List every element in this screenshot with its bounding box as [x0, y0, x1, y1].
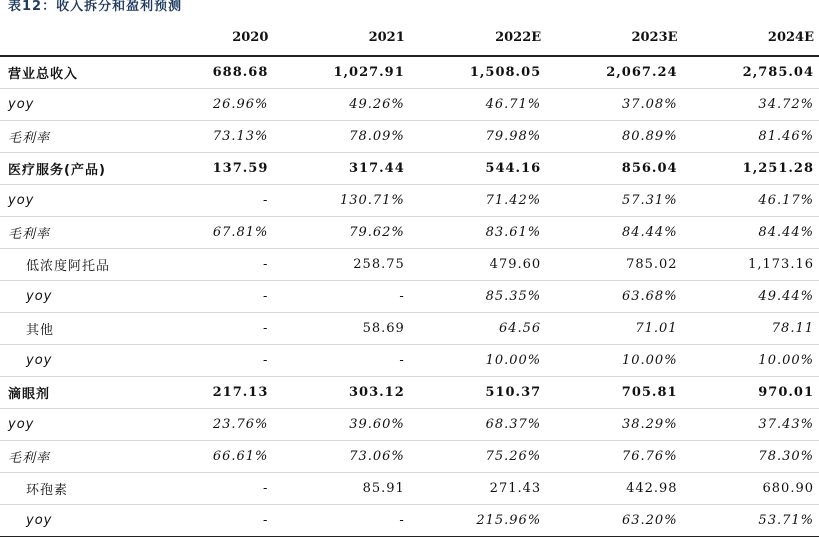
table-cell: 544.16 — [410, 153, 546, 185]
row-label: 环孢素 — [0, 473, 137, 505]
table-cell: 71.42% — [410, 185, 546, 217]
table-cell: 73.06% — [273, 441, 409, 473]
table-row — [0, 345, 819, 377]
row-label: yoy — [0, 185, 137, 217]
table-cell: 10.00% — [410, 345, 546, 377]
table-cell: 79.98% — [410, 121, 546, 153]
table-cell: 49.44% — [683, 281, 819, 313]
table-header-row — [0, 20, 819, 56]
table-row — [0, 409, 819, 441]
table-cell: 1,027.91 — [273, 56, 409, 89]
table-cell: 303.12 — [273, 377, 409, 409]
table-cell: 510.37 — [410, 377, 546, 409]
table-cell: 57.31% — [546, 185, 682, 217]
table-row — [0, 121, 819, 153]
table-row — [0, 56, 819, 89]
table-cell: - — [137, 505, 273, 537]
table-cell: 10.00% — [546, 345, 682, 377]
table-cell: 705.81 — [546, 377, 682, 409]
table-cell: 137.59 — [137, 153, 273, 185]
table-body — [0, 56, 819, 537]
table-cell: 85.91 — [273, 473, 409, 505]
table-cell: - — [137, 313, 273, 345]
table-cell: 10.00% — [683, 345, 819, 377]
table-cell: 78.30% — [683, 441, 819, 473]
row-label: 其他 — [0, 313, 137, 345]
table-cell: 46.71% — [410, 89, 546, 121]
table-cell: 81.46% — [683, 121, 819, 153]
header-cell-2021: 2021 — [273, 20, 409, 56]
table-cell: - — [273, 345, 409, 377]
table-cell: 83.61% — [410, 217, 546, 249]
row-label: 低浓度阿托品 — [0, 249, 137, 281]
table-cell: 130.71% — [273, 185, 409, 217]
table-cell: 215.96% — [410, 505, 546, 537]
table-cell: 217.13 — [137, 377, 273, 409]
table-row — [0, 249, 819, 281]
table-row — [0, 377, 819, 409]
table-cell: 66.61% — [137, 441, 273, 473]
header-cell-2023e: 2023E — [546, 20, 682, 56]
row-label: yoy — [0, 505, 137, 537]
table-cell: 63.68% — [546, 281, 682, 313]
table-cell: 76.76% — [546, 441, 682, 473]
table-cell: - — [137, 249, 273, 281]
header-cell-label — [0, 20, 137, 56]
table-cell: 271.43 — [410, 473, 546, 505]
table-row — [0, 153, 819, 185]
table-cell: 64.56 — [410, 313, 546, 345]
table-cell: 442.98 — [546, 473, 682, 505]
row-label: 滴眼剂 — [0, 377, 137, 409]
table-row — [0, 185, 819, 217]
row-label: yoy — [0, 89, 137, 121]
table-cell: 84.44% — [546, 217, 682, 249]
table-cell: 78.09% — [273, 121, 409, 153]
table-cell: 34.72% — [683, 89, 819, 121]
table-row — [0, 441, 819, 473]
table-cell: 258.75 — [273, 249, 409, 281]
table-cell: - — [273, 505, 409, 537]
table-cell: 2,067.24 — [546, 56, 682, 89]
table-cell: 317.44 — [273, 153, 409, 185]
table-cell: - — [273, 281, 409, 313]
table-cell: 1,508.05 — [410, 56, 546, 89]
table-cell: 80.89% — [546, 121, 682, 153]
table-cell: 71.01 — [546, 313, 682, 345]
table-cell: 2,785.04 — [683, 56, 819, 89]
row-label: 医疗服务(产品) — [0, 153, 137, 185]
table-cell: 23.76% — [137, 409, 273, 441]
table-row — [0, 281, 819, 313]
table-cell: 46.17% — [683, 185, 819, 217]
table-cell: 26.96% — [137, 89, 273, 121]
table-cell: 63.20% — [546, 505, 682, 537]
forecast-table — [0, 20, 819, 537]
table-cell: 39.60% — [273, 409, 409, 441]
row-label: yoy — [0, 345, 137, 377]
row-label: yoy — [0, 409, 137, 441]
header-cell-2024e: 2024E — [683, 20, 819, 56]
table-cell: 37.08% — [546, 89, 682, 121]
row-label: yoy — [0, 281, 137, 313]
table-cell: 680.90 — [683, 473, 819, 505]
table-cell: 38.29% — [546, 409, 682, 441]
table-cell: 53.71% — [683, 505, 819, 537]
row-label: 毛利率 — [0, 217, 137, 249]
row-label: 毛利率 — [0, 121, 137, 153]
table-cell: 84.44% — [683, 217, 819, 249]
table-cell: 79.62% — [273, 217, 409, 249]
table-cell: 75.26% — [410, 441, 546, 473]
header-cell-2022e: 2022E — [410, 20, 546, 56]
table-cell: 58.69 — [273, 313, 409, 345]
table-row — [0, 89, 819, 121]
table-cell: 1,173.16 — [683, 249, 819, 281]
table-row — [0, 217, 819, 249]
table-cell: - — [137, 185, 273, 217]
table-cell: - — [137, 281, 273, 313]
table-cell: 68.37% — [410, 409, 546, 441]
table-cell: 785.02 — [546, 249, 682, 281]
table-cell: 688.68 — [137, 56, 273, 89]
table-cell: 37.43% — [683, 409, 819, 441]
table-cell: 73.13% — [137, 121, 273, 153]
table-cell: 970.01 — [683, 377, 819, 409]
table-cell: 479.60 — [410, 249, 546, 281]
table-cell: - — [137, 473, 273, 505]
table-cell: 856.04 — [546, 153, 682, 185]
table-cell: 49.26% — [273, 89, 409, 121]
row-label: 毛利率 — [0, 441, 137, 473]
table-cell: 67.81% — [137, 217, 273, 249]
table-cell: - — [137, 345, 273, 377]
row-label: 营业总收入 — [0, 56, 137, 89]
table-title: 表12：收入拆分和盈利预测 — [8, 0, 183, 14]
table-cell: 78.11 — [683, 313, 819, 345]
table-row — [0, 313, 819, 345]
header-cell-2020: 2020 — [137, 20, 273, 56]
table-row — [0, 473, 819, 505]
table-cell: 1,251.28 — [683, 153, 819, 185]
table-cell: 85.35% — [410, 281, 546, 313]
